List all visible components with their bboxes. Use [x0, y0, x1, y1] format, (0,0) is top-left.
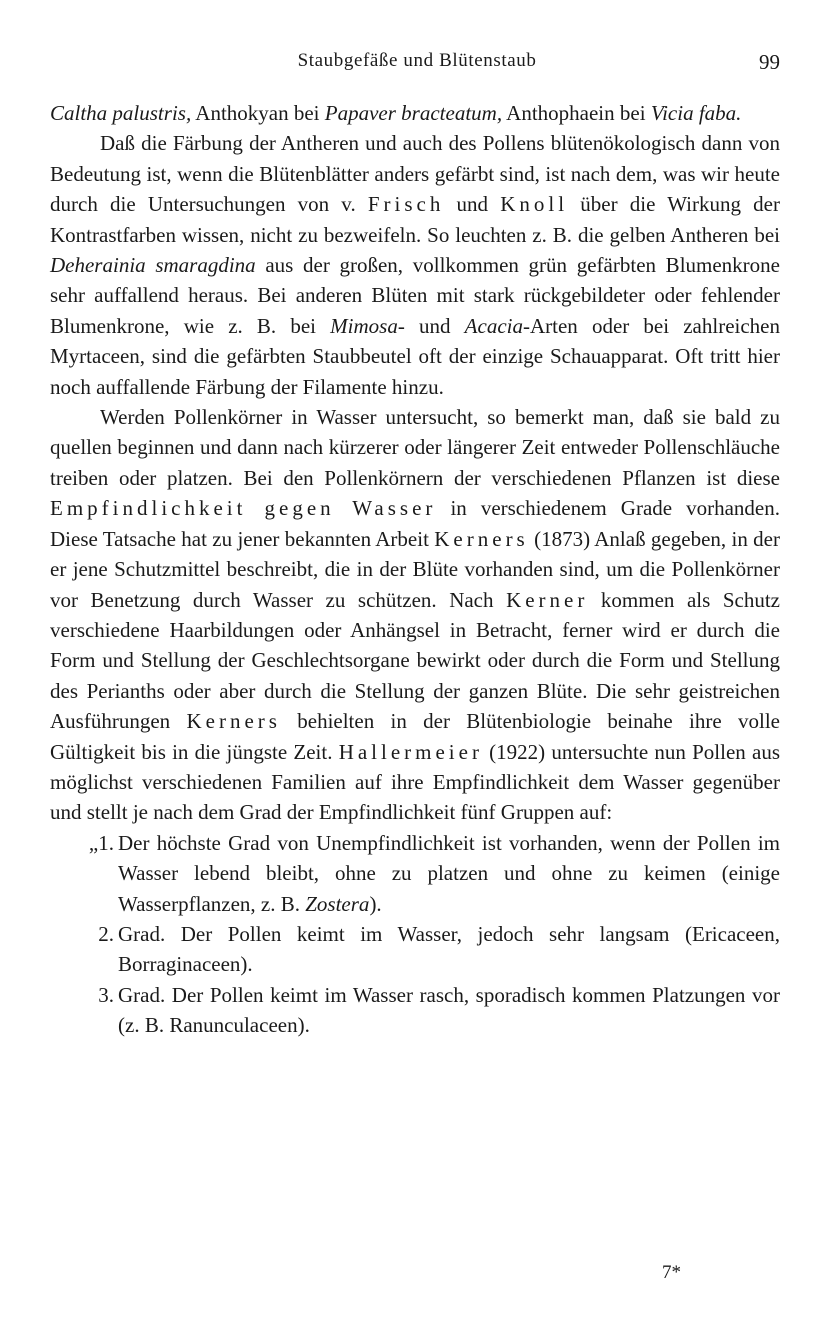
text-run: Arten oder bei zahlreichen Myrtaceen, sind die gefärbten Staubbeutel oft der einzige Schauapparat. Oft tritt hier noch auffallende Färbung der Filamente hinzu.	[50, 313, 780, 399]
signature-mark: 7*	[662, 1262, 681, 1283]
paragraph-coloration	[50, 128, 780, 402]
author-name: Hallermeier	[338, 739, 483, 764]
text-run: aus der großen, vollkommen grün gefärbten Blumenkrone sehr auffallend heraus. Bei anderen Blüten mit stark rückgebildeter oder fehlender Blumenkrone, wie z. B. bei	[50, 253, 780, 338]
text-run: kommen als Schutz verschiedene Haarbildungen oder Anhängsel in Betracht, ferner wird er durch die Form und Stellung der Geschlechtsorgane bewirkt oder durch die Form und Stellung des Perianths oder aber durch die Stellung der ganzen Blüte. Die sehr geistreichen Ausführungen	[50, 587, 780, 734]
author-name: Knoll	[500, 192, 569, 217]
text-run: über die Wirkung der Kontrastfarben wissen, nicht zu bezweifeln. So leuchten z. B. die gelben Antheren bei	[50, 192, 780, 247]
text-run: (1873) Anlaß gegeben, in der er jene Schutzmittel beschreibt, die in der Blüte vorhanden sind, um die Pollenkörner vor Benetzung durch Wasser zu schützen. Nach	[50, 526, 780, 612]
text-run: Werden Pollenkörner in Wasser untersucht, so bemerkt man, daß sie bald zu quellen beginnen und dann nach kürzerer oder längerer Zeit entweder Pollenschläuche treiben oder platzen. Bei den Pollenkörnern der verschiedenen Pflanzen ist diese	[50, 405, 780, 490]
page-number: 99	[759, 50, 780, 74]
text-run: Grad. Der Pollen keimt im Wasser rasch, sporadisch kommen Platzungen vor (z. B. Ranunculaceen).	[118, 982, 780, 1038]
list-item	[50, 980, 780, 1041]
sensitivity-groups-list	[50, 828, 780, 1041]
text-run: Der höchste Grad von Unempfindlichkeit ist vorhanden, wenn der Pollen im Wasser lebend bleibt, ohne zu platzen und ohne zu keimen (einige Wasserpflanzen, z. B.	[118, 830, 780, 916]
taxon-name: Acacia-	[464, 313, 530, 338]
running-head: Staubgefäße und Blütenstaub	[297, 50, 537, 71]
taxon-name: Deherainia smaragdina	[50, 253, 256, 278]
text-run: Grad. Der Pollen keimt im Wasser, jedoch sehr langsam (Ericaceen, Borraginaceen).	[118, 921, 780, 977]
text-run: und	[404, 313, 465, 338]
list-number: 3.	[98, 982, 114, 1007]
taxon-name: Vicia faba.	[650, 101, 742, 125]
emphasized-term: Empfindlichkeit gegen Wasser	[50, 496, 437, 521]
taxon-name: Caltha palustris,	[50, 101, 192, 125]
list-item	[50, 919, 780, 980]
list-number: „1.	[88, 830, 114, 855]
text-run: Daß die Färbung der Antheren und auch des Pollens blütenökologisch dann von Bedeutung ist, wenn die Blütenblätter anders gefärbt sind, ist nach dem, was wir heute durch die Untersuchungen von v.	[50, 131, 780, 217]
list-number: 2.	[98, 921, 114, 946]
text-run: in verschiedenem Grade vorhanden. Diese Tatsache hat zu jener bekannten Arbeit	[50, 496, 780, 551]
taxon-name: Mimosa-	[330, 313, 405, 338]
text-run: Anthokyan bei	[191, 101, 325, 125]
text-run: behielten in der Blütenbiologie beinahe ihre volle Gültigkeit bis in die jüngste Zeit.	[50, 709, 780, 764]
text-run: ).	[369, 891, 382, 916]
text-run: und	[444, 192, 501, 217]
list-item	[50, 828, 780, 919]
page-body	[50, 98, 780, 1041]
paragraph-continuation	[50, 98, 780, 128]
author-name: Frisch	[367, 192, 445, 217]
text-run: (1922) untersuchte nun Pollen aus möglichst verschiedenen Familien auf ihre Empfindlichkeit dem Wasser gegenüber und stellt je nach dem Grad der Empfindlichkeit fünf Gruppen auf:	[50, 739, 780, 825]
text-run: Anthophaein bei	[502, 101, 651, 125]
taxon-name: Zostera	[305, 891, 370, 916]
taxon-name: Papaver bracteatum,	[324, 101, 503, 125]
paragraph-water-sensitivity	[50, 402, 780, 828]
author-name: Kerners	[434, 526, 529, 551]
author-name: Kerner	[506, 587, 589, 612]
page-header	[52, 50, 782, 82]
author-name: Kerners	[186, 709, 281, 734]
